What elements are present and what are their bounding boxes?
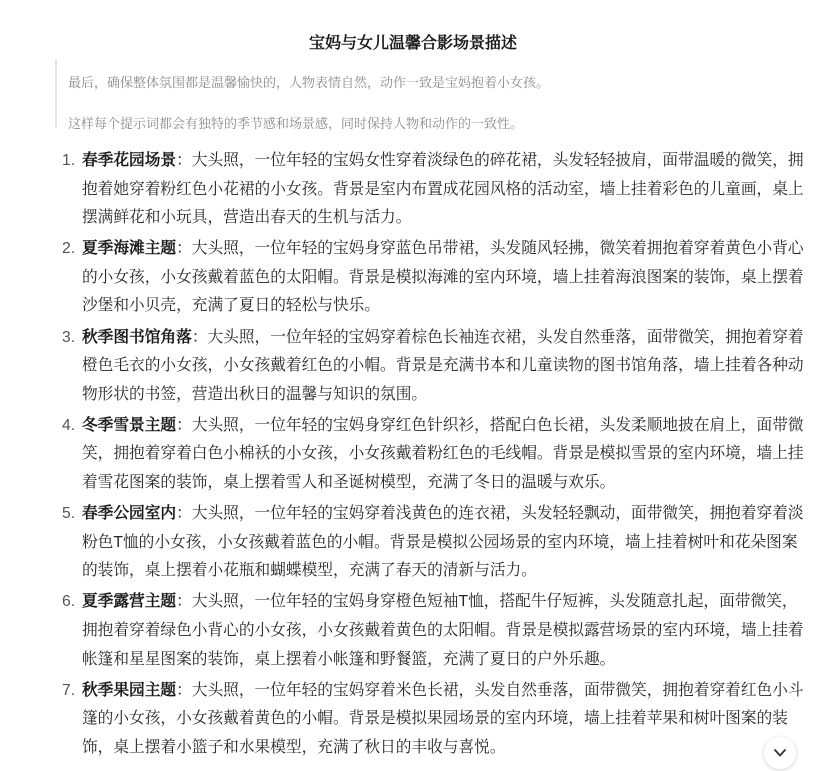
item-number: 1. <box>62 152 76 169</box>
item-heading: 夏季露营主题 <box>82 593 177 611</box>
item-text: ：大头照，一位年轻的宝妈穿着米色长裙，头发自然垂落，面带微笑，拥抱着穿着红色小斗篷的小女孩，小女孩戴着黄色的小帽。背景是模拟果园场景的室内环境，墙上挂着苹果和树叶图案的装饰，桌上摆着小篮子和水果模型，充满了秋日的丰收与喜悦。 <box>82 681 804 756</box>
scene-list <box>0 147 812 765</box>
item-number: 6. <box>62 593 76 611</box>
item-text: ：大头照，一位年轻的宝妈女性穿着淡绿色的碎花裙，头发轻轻披肩，面带温暖的微笑，拥抱着她穿着粉红色小花裙的小女孩。背景是室内布置成花园风格的活动室，墙上挂着彩色的儿童画，桌上摆满鲜花和小玩具，营造出春天的生机与活力。 <box>82 152 804 227</box>
item-number: 2. <box>62 240 76 258</box>
item-number: 5. <box>62 505 76 523</box>
page-title: 宝妈与女儿温馨合影场景描述 <box>308 35 517 52</box>
quote-line: 最后，确保整体氛围都是温馨愉快的，人物表情自然，动作一致是宝妈抱着小女孩。 <box>68 75 550 90</box>
list-item <box>0 235 812 321</box>
item-text: ：大头照，一位年轻的宝妈身穿蓝色吊带裙，头发随风轻拂，微笑着拥抱着穿着黄色小背心的小女孩，小女孩戴着蓝色的太阳帽。背景是模拟海滩的室内环境，墙上挂着海浪图案的装饰，桌上摆着沙堡和小贝壳，充满了夏日的轻松与快乐。 <box>82 240 804 315</box>
item-text: ：大头照，一位年轻的宝妈穿着浅黄色的连衣裙，头发轻轻飘动，面带微笑，拥抱着穿着淡粉色T恤的小女孩，小女孩戴着蓝色的小帽。背景是模拟公园场景的室内环境，墙上挂着树叶和花朵图案的装饰，桌上摆着小花瓶和蝴蝶模型，充满了春天的清新与活力。 <box>82 505 804 580</box>
list-item <box>0 412 812 498</box>
quote-line: 这样每个提示词都会有独特的季节感和场景感，同时保持人物和动作的一致性。 <box>68 116 524 131</box>
blockquote <box>55 60 795 131</box>
item-number: 4. <box>62 416 76 434</box>
item-heading: 冬季雪景主题 <box>82 416 177 434</box>
item-text: ：大头照，一位年轻的宝妈身穿橙色短袖T恤，搭配牛仔短裤，头发随意扎起，面带微笑，拥抱着穿着绿色小背心的小女孩，小女孩戴着黄色的太阳帽。背景是模拟露营场景的室内环境，墙上挂着帐篷和星星图案的装饰，桌上摆着小帐篷和野餐篮，充满了夏日的户外乐趣。 <box>82 593 804 668</box>
list-item <box>0 147 812 233</box>
item-text: ：大头照，一位年轻的宝妈身穿红色针织衫，搭配白色长裙，头发柔顺地披在肩上，面带微笑，拥抱着穿着白色小棉袄的小女孩，小女孩戴着粉红色的毛线帽。背景是模拟雪景的室内环境，墙上挂着雪花图案的装饰，桌上摆着雪人和圣诞树模型，充满了冬日的温暖与欢乐。 <box>82 416 804 492</box>
list-item <box>0 324 812 410</box>
item-heading: 春季公园室内 <box>82 505 177 523</box>
scroll-down-button[interactable] <box>764 737 796 769</box>
item-text: ：大头照，一位年轻的宝妈穿着棕色长袖连衣裙，头发自然垂落，面带微笑，拥抱着穿着橙色毛衣的小女孩，小女孩戴着红色的小帽。背景是充满书本和儿童读物的图书馆角落，墙上挂着各种动物形状的书签，营造出秋日的温馨与知识的氛围。 <box>82 328 804 403</box>
list-item <box>0 500 812 586</box>
item-heading: 秋季果园主题 <box>82 681 177 699</box>
item-number: 3. <box>62 328 76 346</box>
list-item <box>0 588 812 674</box>
list-item <box>0 677 812 763</box>
item-heading: 秋季图书馆角落 <box>82 328 192 346</box>
chevron-down-icon <box>773 748 787 758</box>
item-number: 7. <box>62 681 76 699</box>
item-heading: 春季花园场景 <box>82 152 177 169</box>
item-heading: 夏季海滩主题 <box>82 240 177 258</box>
